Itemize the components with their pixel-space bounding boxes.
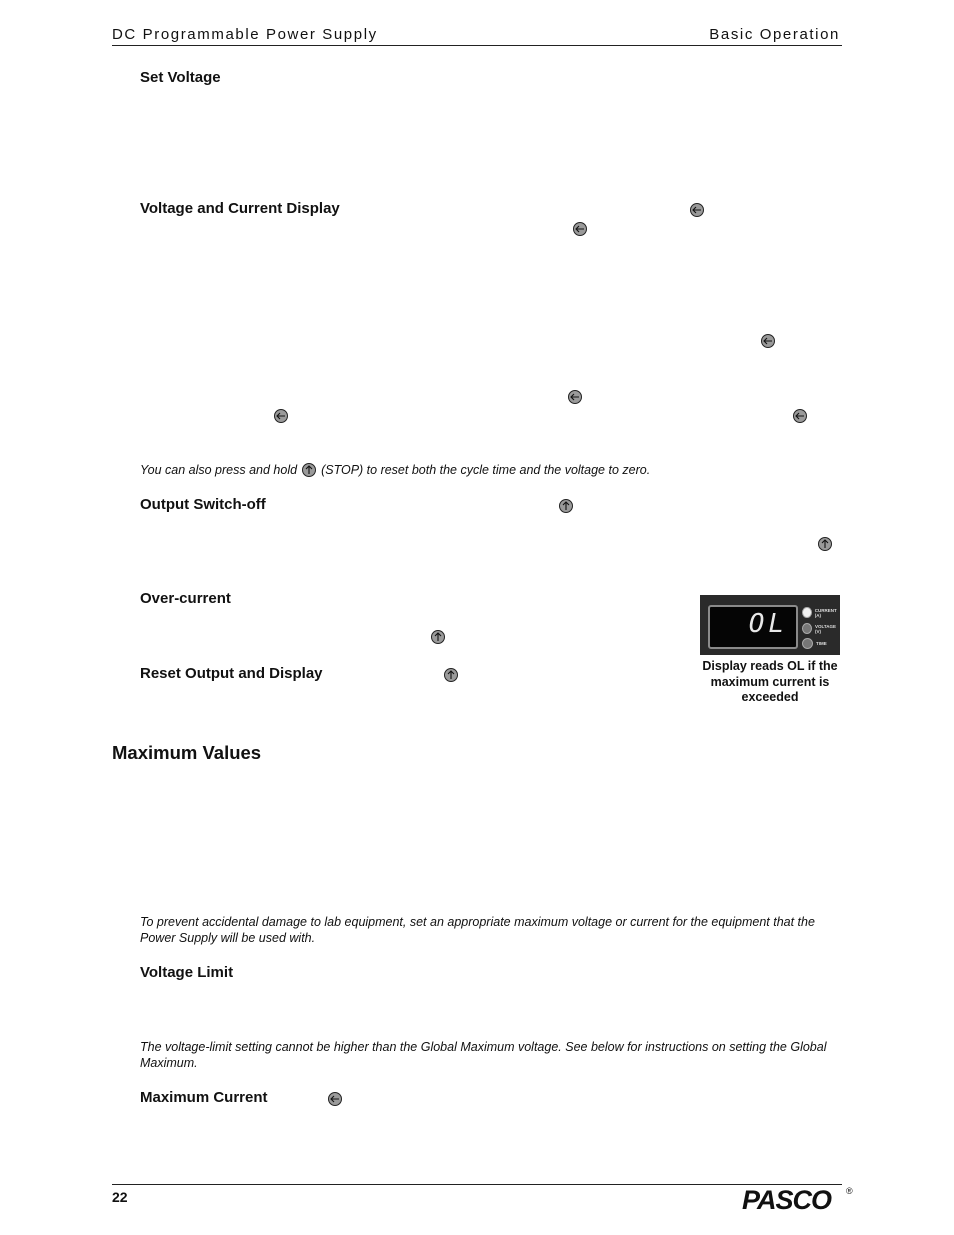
heading-set-voltage: Set Voltage (140, 69, 221, 86)
indicator-current (802, 607, 840, 618)
indicator-led-icon (802, 638, 813, 649)
note-damage: To prevent accidental damage to lab equipment, set an appropriate maximum voltage or current for the equipment that the Power Supply will be used with. (140, 915, 815, 945)
left-arrow-button-icon (568, 390, 582, 404)
heading-voltage-limit: Voltage Limit (140, 964, 234, 981)
indicator-label: VOLTAGE (V) (814, 623, 837, 634)
heading-over-current: Over-current (140, 590, 231, 607)
up-arrow-button-icon (431, 630, 445, 644)
heading-maximum-current: Maximum Current (140, 1089, 268, 1106)
left-arrow-button-icon (690, 203, 704, 217)
header-rule (112, 45, 842, 46)
heading-voltage-current-display: Voltage and Current Display (140, 200, 340, 217)
up-arrow-button-icon (444, 668, 458, 682)
indicator-label: TIME (816, 641, 827, 646)
lcd-window (708, 605, 798, 649)
footer-rule (112, 1184, 842, 1185)
indicator-voltage (802, 623, 840, 634)
indicator-label: CURRENT (A) (814, 607, 837, 618)
left-arrow-button-icon (274, 409, 288, 423)
lcd-reading: OL (748, 609, 788, 639)
running-header-right: Basic Operation (709, 26, 840, 43)
left-arrow-button-icon (761, 334, 775, 348)
indicator-time (802, 638, 827, 649)
up-arrow-button-icon (559, 499, 573, 513)
left-arrow-button-icon (328, 1092, 342, 1106)
indicator-led-icon (802, 607, 812, 618)
note-stop-text-after: (STOP) to reset both the cycle time and the voltage to zero. (321, 463, 651, 477)
left-arrow-button-icon (573, 222, 587, 236)
indicator-led-icon (802, 623, 812, 634)
up-arrow-button-icon (818, 537, 832, 551)
heading-output-switch-off: Output Switch-off (140, 496, 266, 513)
note-stop-text-before: You can also press and hold (140, 463, 298, 477)
running-header-left: DC Programmable Power Supply (112, 26, 378, 43)
note-voltage-limit: The voltage-limit setting cannot be higher than the Global Maximum voltage. See below for instructions on setting the Global Maximum. (140, 1040, 827, 1070)
figure-caption: Display reads OL if the maximum current is exceeded (702, 659, 838, 704)
left-arrow-button-icon (793, 409, 807, 423)
page-number: 22 (112, 1189, 128, 1205)
heading-reset-output-display: Reset Output and Display (140, 665, 323, 682)
registered-mark: ® (846, 1186, 853, 1196)
up-arrow-button-icon (302, 463, 316, 477)
note-stop (140, 462, 650, 478)
display-photo (700, 595, 840, 655)
heading-maximum-values: Maximum Values (112, 742, 262, 763)
pasco-logo: PASCO (742, 1185, 832, 1215)
